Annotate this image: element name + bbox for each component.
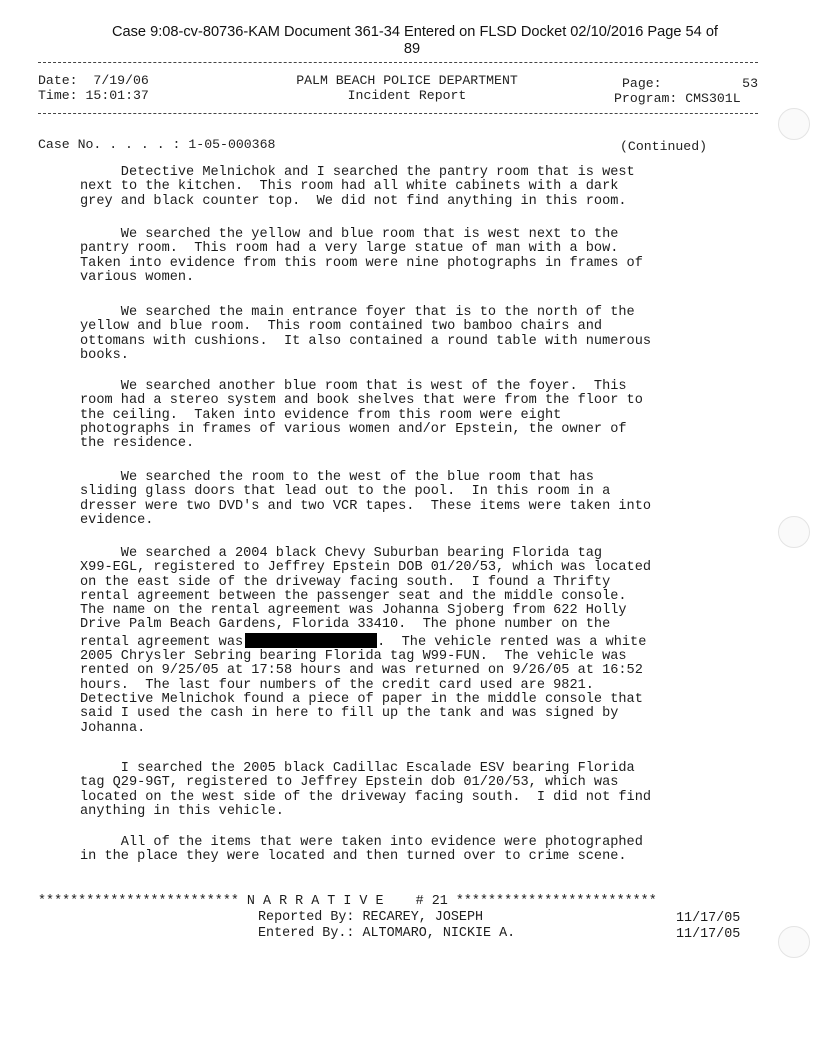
- court-header-line2: 89: [403, 41, 421, 57]
- reported-date: 11/17/05: [676, 911, 741, 926]
- redaction-block: [245, 633, 377, 648]
- narrative-paragraph-2: We searched the yellow and blue room that is west next to the pantry room. This room had a very large statue of man with a bow. Taken into evidence from this room were nine photographs in frames of various women.: [80, 227, 643, 285]
- time-row: [38, 88, 149, 103]
- page-number: 53: [742, 76, 758, 91]
- court-filing-header: [0, 24, 816, 58]
- punch-hole-mark: [778, 516, 810, 548]
- date-value: 7/19/06: [93, 73, 149, 88]
- narrative-paragraph-7: I searched the 2005 black Cadillac Escalade ESV bearing Florida tag Q29-9GT, registered to Jeffrey Epstein dob 01/20/53, which was located on the west side of the driveway facing south. I did not find anything in this vehicle.: [80, 761, 652, 819]
- punch-hole-mark: [778, 926, 810, 958]
- program-value: CMS301L: [685, 91, 741, 106]
- narrative-paragraph-1: Detective Melnichok and I searched the pantry room that is west next to the kitchen. This room had all white cabinets with a dark grey and black counter top. We did not find anything in this room.: [80, 165, 635, 209]
- time-value: 15:01:37: [85, 88, 149, 103]
- narrative-paragraph-5: We searched the room to the west of the blue room that has sliding glass doors that lead out to the pool. In this room in a dresser were two DVD's and two VCR tapes. These items were taken into evidence.: [80, 470, 652, 528]
- department-name: PALM BEACH POLICE DEPARTMENT: [296, 73, 518, 88]
- entered-date: 11/17/05: [676, 927, 741, 942]
- page-label: Page:: [622, 76, 662, 91]
- narrative-banner: ************************* N A R R A T I V E # 21 *************************: [38, 894, 657, 909]
- court-header-line1: Case 9:08-cv-80736-KAM Document 361-34 Entered on FLSD Docket 02/10/2016 Page 54 of: [111, 24, 718, 40]
- case-label: Case No. . . . . :: [38, 137, 181, 152]
- continued-label: (Continued): [620, 139, 708, 154]
- narrative-paragraph-4: We searched another blue room that is west of the foyer. This room had a stereo system and book shelves that were from the floor to the ceiling. Taken into evidence from this room were eight photographs in frames of various women and/or Epstein, the owner of the residence.: [80, 379, 643, 452]
- reported-by-name: RECAREY, JOSEPH: [362, 910, 484, 925]
- paragraph-6-closing: 2005 Chrysler Sebring bearing Florida tag W99-FUN. The vehicle was rented on 9/25/05 at 17:58 hours and was returned on 9/26/05 at 16:52 hours. The last four numbers of the credit card used are 9821. Detective Melnichok found a piece of paper in the middle console that said I used the cash in here to fill up the tank and was signed by Johanna.: [80, 649, 643, 736]
- header-rule-bottom: [38, 113, 758, 114]
- entered-by-name: ALTOMARO, NICKIE A.: [362, 926, 516, 941]
- entered-by-label: Entered By.:: [258, 926, 355, 941]
- program-label: Program:: [614, 91, 678, 106]
- entered-by-row: [258, 926, 515, 941]
- report-type: Incident Report: [347, 88, 467, 103]
- paragraph-6-redaction-suffix: . The vehicle rented was a white: [377, 634, 647, 650]
- reported-by-row: [258, 910, 483, 925]
- date-label: Date:: [38, 73, 78, 88]
- punch-hole-mark: [778, 108, 810, 140]
- narrative-paragraph-3: We searched the main entrance foyer that is to the north of the yellow and blue room. This room contained two bamboo chairs and ottomans with cushions. It also contained a round table with numerous books.: [80, 305, 652, 363]
- narrative-paragraph-8: All of the items that were taken into evidence were photographed in the place they were located and then turned over to crime scene.: [80, 835, 643, 865]
- program-row: [614, 91, 741, 106]
- header-rule-top: [38, 62, 758, 63]
- paragraph-6-opening: We searched a 2004 black Chevy Suburban bearing Florida tag X99-EGL, registered to Jeffrey Epstein DOB 01/20/53, which was located on the east side of the driveway facing south. I found a Thrifty rental agreement between the passenger seat and the middle console. The name on the rental agreement was Johanna Sjoberg from 622 Holly Drive Palm Beach Gardens, Florida 33410. The phone number on the: [80, 546, 652, 633]
- paragraph-6-redaction-prefix: rental agreement was: [80, 634, 244, 650]
- date-row: [38, 73, 149, 88]
- case-number-row: [38, 137, 275, 152]
- reported-by-label: Reported By:: [258, 910, 355, 925]
- time-label: Time:: [38, 88, 78, 103]
- narrative-paragraph-6: [80, 547, 730, 736]
- case-number: 1-05-000368: [188, 137, 276, 152]
